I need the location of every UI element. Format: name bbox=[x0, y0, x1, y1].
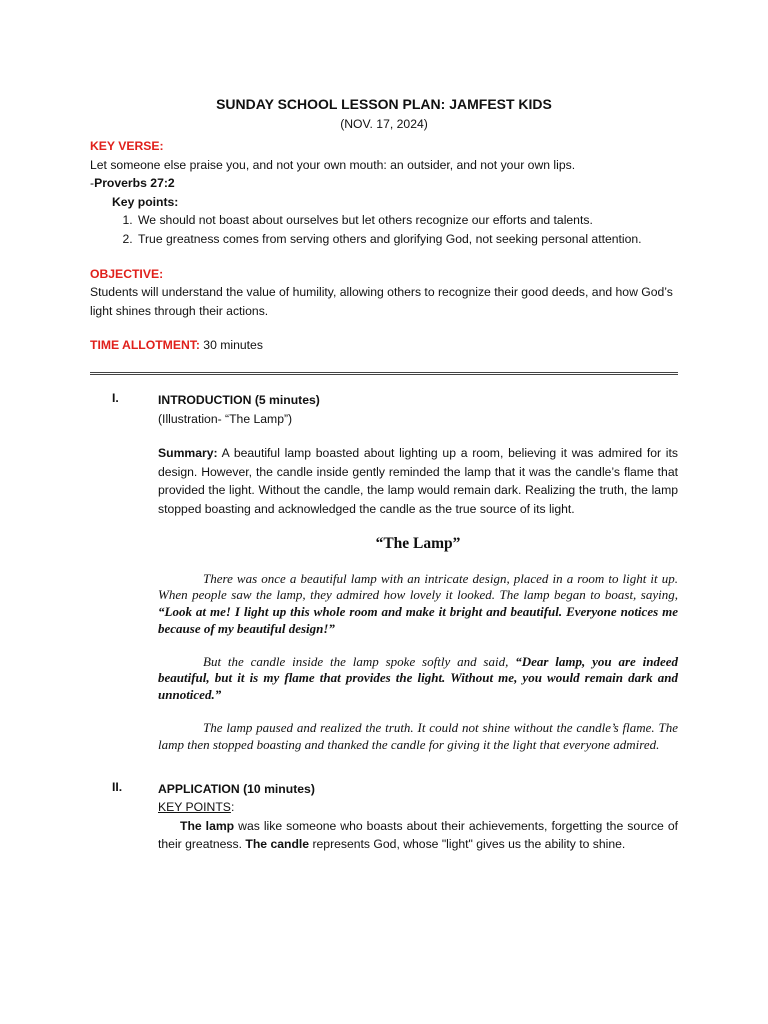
candle-bold: The candle bbox=[245, 837, 310, 852]
section-number: II. bbox=[112, 779, 123, 794]
story-paragraph bbox=[158, 571, 678, 638]
story-body bbox=[158, 571, 678, 754]
key-points-list bbox=[90, 211, 678, 248]
key-points-label: Key points: bbox=[112, 194, 179, 209]
story-quote: “Look at me! I light up this whole room and make it bright and beautiful. Everyone notices me because of my beautiful design!” bbox=[158, 604, 678, 636]
key-verse-label: KEY VERSE: bbox=[90, 139, 164, 153]
story-paragraph bbox=[158, 720, 678, 754]
page-title: SUNDAY SCHOOL LESSON PLAN: JAMFEST KIDS bbox=[216, 96, 552, 112]
story-title: “The Lamp” bbox=[375, 534, 461, 552]
lamp-text: was like someone who boasts about their achievements, forgetting the source of their greatness. bbox=[158, 818, 678, 852]
reference-text: Proverbs 27:2 bbox=[94, 176, 175, 191]
illustration-note: (Illustration- “The Lamp”) bbox=[158, 411, 293, 426]
section-heading: INTRODUCTION (5 minutes) bbox=[158, 392, 320, 407]
key-points-underlined: KEY POINTS bbox=[158, 800, 231, 815]
section-heading: APPLICATION (10 minutes) bbox=[158, 781, 315, 796]
story-text: The lamp paused and realized the truth. It could not shine without the candle’s flame. The lamp then stopped boasting and thanked the candle for giving it the light that everyone admired. bbox=[158, 720, 678, 752]
story-quote: “Dear lamp, you are indeed beautiful, but it is my flame that provides the light. Without me, you would remain dark and unnoticed.” bbox=[158, 653, 678, 703]
story-text: There was once a beautiful lamp with an intricate design, placed in a room to light it up. When people saw the lamp, they admired how lovely it looked. The lamp began to boast, saying, bbox=[158, 570, 678, 603]
lamp-bold: The lamp bbox=[180, 818, 235, 833]
key-verse-text: Let someone else praise you, and not your own mouth: an outsider, and not your own lips. bbox=[90, 157, 576, 172]
time-allotment-label: TIME ALLOTMENT: bbox=[90, 338, 200, 353]
introduction-section bbox=[90, 391, 678, 754]
objective-label: OBJECTIVE: bbox=[90, 266, 164, 281]
lesson-plan-page bbox=[90, 96, 678, 854]
key-points-colon: : bbox=[230, 800, 235, 815]
summary-label: Summary: bbox=[158, 446, 218, 461]
objective-text: Students will understand the value of humility, allowing others to recognize their good deeds, and how God’s light shines through their actions. bbox=[90, 285, 673, 318]
candle-text: represents God, whose "light" gives us the ability to shine. bbox=[309, 837, 626, 852]
verse-reference bbox=[90, 174, 678, 193]
section-divider bbox=[90, 372, 678, 375]
key-points-heading bbox=[158, 798, 678, 817]
summary-paragraph bbox=[158, 444, 678, 518]
key-point-item: 2. True greatness comes from serving others and glorifying God, not seeking personal attention. bbox=[136, 230, 678, 249]
lesson-date: (NOV. 17, 2024) bbox=[340, 117, 428, 131]
section-number: I. bbox=[112, 390, 119, 405]
story-text: But the candle inside the lamp spoke softly and said, bbox=[203, 653, 516, 669]
time-allotment bbox=[90, 336, 678, 355]
story-paragraph bbox=[158, 654, 678, 704]
time-allotment-value: 30 minutes bbox=[199, 338, 263, 353]
application-section bbox=[90, 780, 678, 854]
key-point-item: 1. We should not boast about ourselves but let others recognize our efforts and talents. bbox=[136, 211, 678, 230]
application-paragraph bbox=[158, 817, 678, 854]
summary-text: A beautiful lamp boasted about lighting up a room, believing it was admired for its design. However, the candle inside gently reminded the lamp that it was the candle’s flame that provided the light. Without the candle, the lamp would remain dark. Realizing the truth, the lamp stopped boasting and acknowledged the candle as the true source of its light. bbox=[158, 446, 678, 516]
reference-dash: - bbox=[90, 176, 95, 191]
